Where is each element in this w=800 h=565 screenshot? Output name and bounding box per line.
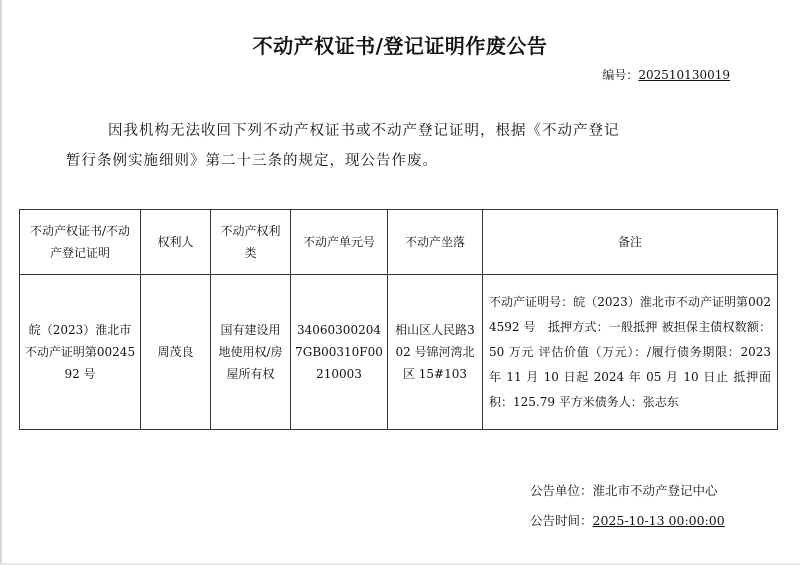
time-label: 公告时间：	[530, 513, 593, 528]
unit-value: 淮北市不动产登记中心	[592, 483, 718, 498]
time-value: 2025-10-13 00:00:00	[592, 513, 725, 528]
header-holder: 权利人	[141, 210, 211, 275]
certificate-table	[19, 209, 778, 430]
intro-line-2: 暂行条例实施细则》第二十三条的规定，现公告作废。	[66, 153, 438, 169]
announcement-time	[530, 511, 725, 529]
header-note: 备注	[483, 210, 778, 275]
header-unit-number: 不动产单元号	[291, 210, 388, 275]
cell-holder: 周茂良	[141, 275, 211, 430]
cell-right-type: 国有建设用地使用权/房屋所有权	[211, 275, 291, 430]
table-header-row	[20, 210, 778, 275]
serial-number	[602, 66, 730, 83]
intro-line-1: 因我机构无法收回下列不动产权证书或不动产登记证明，根据《不动产登记	[108, 123, 620, 139]
intro-paragraph	[66, 116, 746, 176]
table-row	[20, 275, 778, 430]
cell-note: 不动产证明号：皖（2023）淮北市不动产证明第0024592 号 抵押方式：一般抵押 被担保主债权数额：50 万元 评估价值（万元）：/履行债务期限：2023 年 11 月 10 日起 2024 年 05 月 10 日止 抵押面积：125.79 平方米债务人：张志东	[483, 275, 778, 430]
serial-value: 202510130019	[638, 68, 730, 82]
unit-label: 公告单位：	[530, 483, 593, 498]
announcing-unit	[530, 481, 718, 499]
serial-label: 编号：	[602, 68, 639, 82]
cell-certificate: 皖（2023）淮北市不动产证明第0024592 号	[20, 275, 141, 430]
cell-unit-number: 340603002047GB00310F00210003	[291, 275, 388, 430]
cell-location: 相山区人民路302 号锦河湾北区 15#103	[388, 275, 483, 430]
header-certificate: 不动产权证书/不动产登记证明	[20, 210, 141, 275]
page-title: 不动产权证书/登记证明作废公告	[252, 34, 548, 58]
page-left-border	[0, 0, 2, 565]
header-right-type: 不动产权利类	[211, 210, 291, 275]
header-location: 不动产坐落	[388, 210, 483, 275]
